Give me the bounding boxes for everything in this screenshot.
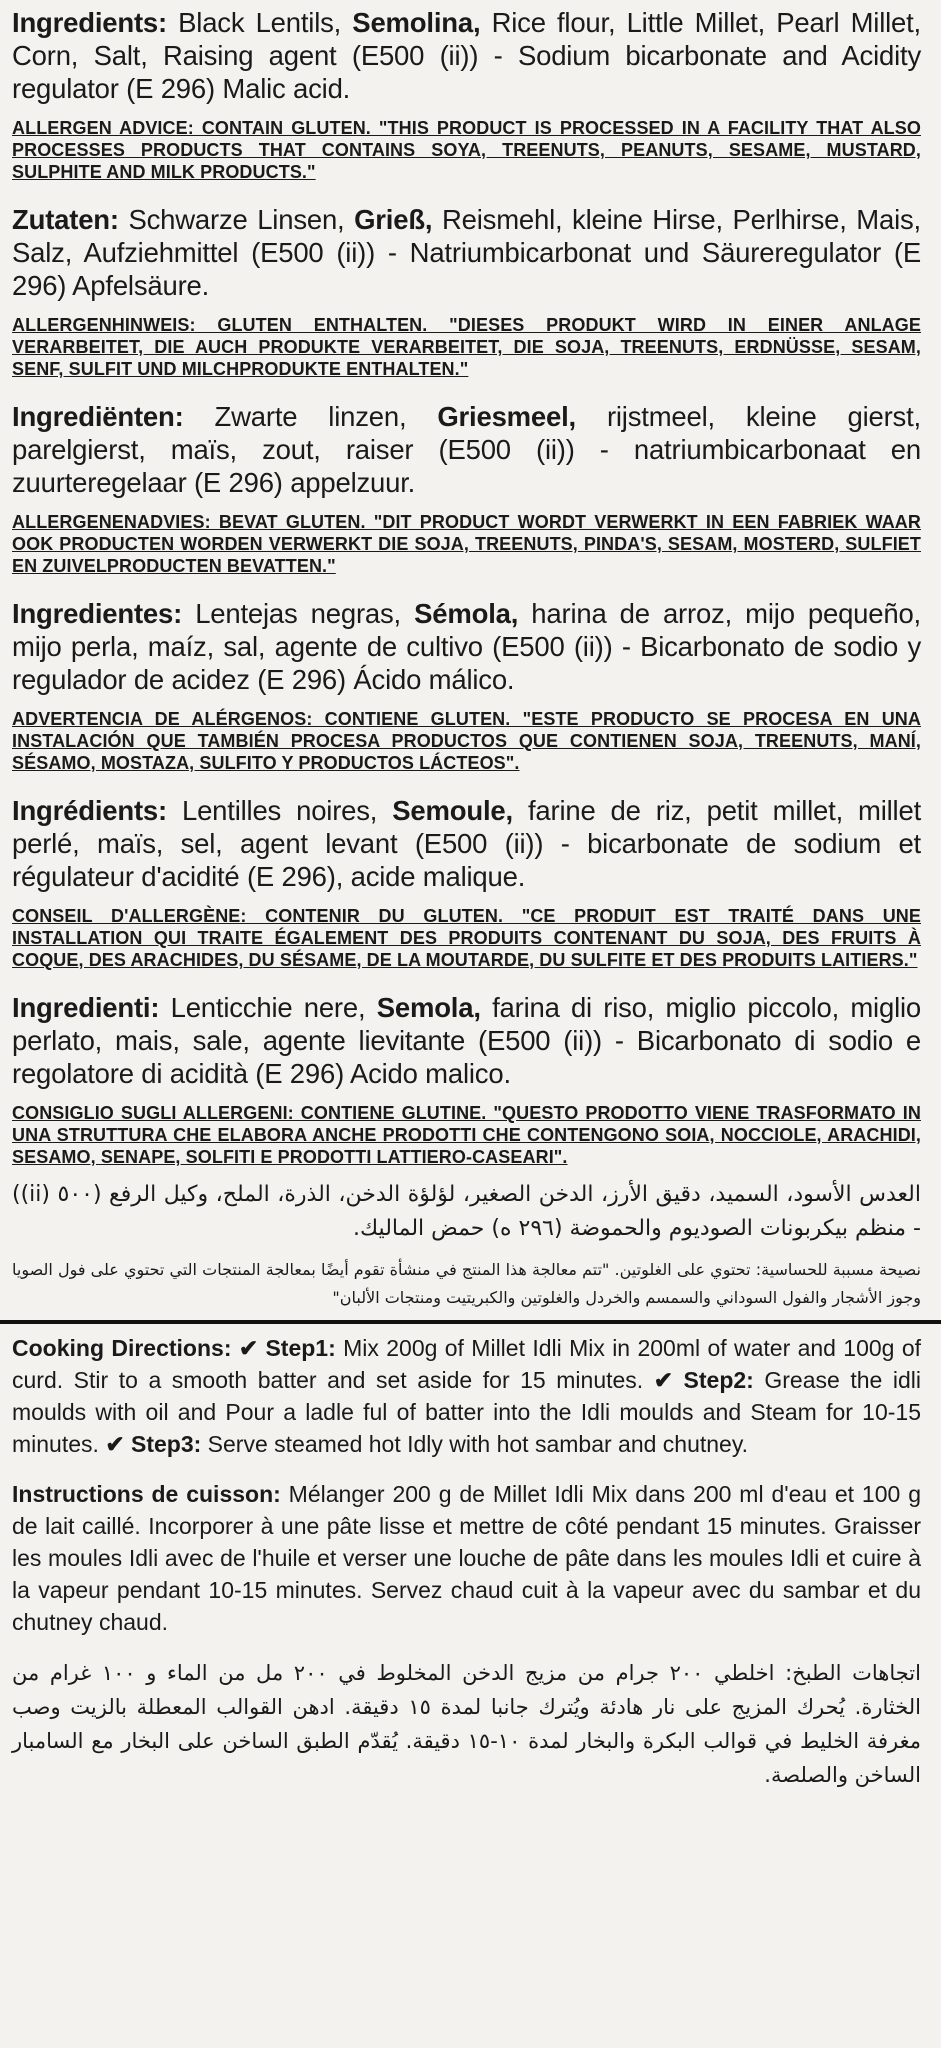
ingredients-rest: rijstmeel, kleine gierst, parelgierst, maïs, zout, raiser (E500 (ii)) - natriumbicarbonaat en zuurteregelaar (E 296) appelzuur. [12,401,921,498]
ingredients-label: Zutaten: [12,204,119,235]
allergen-german: ALLERGENHINWEIS: GLUTEN ENTHALTEN. "DIESES PRODUKT WIRD IN EINER ANLAGE VERARBEITET, DIE AUCH PRODUKTE VERARBEITET, DIE SOJA, TREENUTS, ERDNÜSSE, SESAM, SENF, SULFIT UND MILCHPRODUKTE ENTHALTEN." [12,315,921,379]
ingredients-arabic: العدس الأسود، السميد، دقيق الأرز، الدخن الصغير، لؤلؤة الدخن، الذرة، الملح، وكيل الرفع (٥٠٠ (ii)) - منظم بيكربونات الصوديوم والحموضة (٢٩٦ ه) حمض الماليك. [12,1182,921,1241]
directions-text-fr: Mélanger 200 g de Millet Idli Mix dans 200 ml d'eau et 100 g de lait caillé. Incorporer à une pâte lisse et mettre de côté pendant 15 minutes. Graisser les moules Idli avec de l'huile et verser une louche de pâte dans les moules Idli et cuire à la vapeur pendant 10-15 minutes. Servez chaud cuit à la vapeur avec du sambar et du chutney chaud. [12,1481,921,1635]
allergen-english: ALLERGEN ADVICE: CONTAIN GLUTEN. "THIS PRODUCT IS PROCESSED IN A FACILITY THAT ALSO PROCESSES PRODUCTS THAT CONTAINS SOYA, TREENUTS, PEANUTS, SESAME, MUSTARD, SULPHITE AND MILK PRODUCTS." [12,118,921,182]
section-divider [0,1320,941,1324]
directions-label-fr: Instructions de cuisson: [12,1481,281,1507]
allergen-french: CONSEIL D'ALLERGÈNE: CONTENIR DU GLUTEN. "CE PRODUIT EST TRAITÉ DANS UNE INSTALLATION QUI TRAITE ÉGALEMENT DES PRODUITS CONTENANT DU SOJA, DES FRUITS À COQUE, DES ARACHIDES, DU SÉSAME, DE LA MOUTARDE, DU SULFITE ET DES PRODUITS LAITIERS." [12,906,921,970]
directions-label: Cooking Directions: [12,1335,232,1361]
section-english [12,6,921,183]
ingredients-text: Black Lentils, [166,7,353,38]
ingredients-rest: farine de riz, petit millet, millet perlé, maïs, sel, agent levant (E500 (ii)) - bicarbonate de sodium et régulateur d'acidité (E 296), acide malique. [12,795,922,892]
ingredients-label: Ingredienti: [12,992,160,1023]
ingredients-rest: Reismehl, kleine Hirse, Perlhirse, Mais, Salz, Aufziehmittel (E500 (ii)) - Natriumbicarbonat und Säureregulator (E 296) Apfelsäure. [12,204,921,301]
ingredients-dutch [12,400,921,499]
ingredients-label: Ingrediënten: [12,401,184,432]
allergen-arabic: نصيحة مسببة للحساسية: تحتوي على الغلوتين. "تتم معالجة هذا المنتج في منشأة تقوم أيضًا بمعالجة المنتجات التي تحتوي على فول الصويا وجوز الأشجار والفول السوداني والسمسم والخردل والغلوتين والكبريتيت ومنتجات الألبان" [12,1260,921,1307]
ingredients-text: Lenticchie nere, [159,992,377,1023]
cooking-directions-english [12,1332,921,1460]
ingredients-rest: farina di riso, miglio piccolo, miglio perlato, mais, sale, agente lievitante (E500 (ii)) - Bicarbonato di sodio e regolatore di acidità (E 296) Acido malico. [12,992,921,1089]
ingredients-label: Ingredients: [12,7,167,38]
allergen-italian: CONSIGLIO SUGLI ALLERGENI: CONTIENE GLUTINE. "QUESTO PRODOTTO VIENE TRASFORMATO IN UNA STRUTTURA CHE ELABORA ANCHE PRODOTTI CHE CONTENGONO SOIA, NOCCIOLE, ARACHIDI, SESAMO, SENAPE, SOLFITI E PRODOTTI LATTIERO-CASEARI". [12,1103,921,1167]
ingredients-rest: Rice flour, Little Millet, Pearl Millet, Corn, Salt, Raising agent (E500 (ii)) - Sodium bicarbonate and Acidity regulator (E 296) Malic acid. [12,7,921,104]
ingredients-spanish [12,597,921,696]
cooking-directions-french [12,1478,921,1638]
ingredients-german [12,203,921,302]
ingredients-rest: harina de arroz, mijo pequeño, mijo perla, maíz, sal, agente de cultivo (E500 (ii)) - Bicarbonato de sodio y regulador de acidez (E 296) Ácido málico. [12,598,921,695]
ingredients-bold: Semolina, [352,7,481,38]
section-french [12,794,921,971]
step2-label: ✔ Step2: [653,1367,754,1393]
step3-label: ✔ Step3: [105,1431,202,1457]
ingredients-french [12,794,921,893]
ingredients-bold: Grieß, [354,204,433,235]
ingredients-italian [12,991,921,1090]
ingredients-label: Ingredientes: [12,598,183,629]
section-dutch [12,400,921,577]
ingredients-text: Zwarte linzen, [183,401,438,432]
section-arabic [12,1178,921,1312]
step3-text: Serve steamed hot Idly with hot sambar and chutney. [201,1431,749,1457]
ingredients-label: Ingrédients: [12,795,167,826]
ingredients-text: Lentejas negras, [182,598,415,629]
section-italian [12,991,921,1168]
cooking-directions-arabic: اتجاهات الطبخ: اخلطي ٢٠٠ جرام من مزيج الدخن المخلوط في ٢٠٠ مل من الماء و ١٠٠ غرام من الخثارة. يُحرك المزيج على نار هادئة ويُترك جانبا لمدة ١٥ دقيقة. ادهن القوالب المعطلة بالزيت وصب مغرفة الخليط في قوالب البكرة والبخار لمدة ١٠-١٥ دقيقة. يُقدّم الطبق الساخن على البخار مع السامبار الساخن والصلصة. [12,1661,922,1787]
ingredients-english [12,6,921,105]
section-german [12,203,921,380]
step2-text: Grease the idli moulds with oil and Pour a ladle ful of batter into the Idli moulds and Steam for 10-15 minutes. [12,1367,921,1457]
ingredients-text: Schwarze Linsen, [118,204,355,235]
allergen-spanish: ADVERTENCIA DE ALÉRGENOS: CONTIENE GLUTEN. "ESTE PRODUCTO SE PROCESA EN UNA INSTALACIÓN QUE TAMBIÉN PROCESA PRODUCTOS QUE CONTIENEN SOJA, TREENUTS, MANÍ, SÉSAMO, MOSTAZA, SULFITO Y PRODUCTOS LÁCTEOS". [12,709,921,773]
step1-text: Mix 200g of Millet Idli Mix in 200ml of water and 100g of curd. Stir to a smooth batter and set aside for 15 minutes. [12,1335,922,1393]
step1-label: ✔ Step1: [238,1335,336,1361]
ingredients-text: Lentilles noires, [166,795,393,826]
section-spanish [12,597,921,774]
ingredients-bold: Semoule, [392,795,513,826]
ingredients-bold: Semola, [376,992,481,1023]
allergen-dutch: ALLERGENENADVIES: BEVAT GLUTEN. "DIT PRODUCT WORDT VERWERKT IN EEN FABRIEK WAAR OOK PRODUCTEN WORDEN VERWERKT DIE SOJA, TREENUTS, PINDA'S, SESAM, MOSTERD, SULFIET EN ZUIVELPRODUCTEN BEVATTEN." [12,512,921,576]
ingredients-bold: Sémola, [414,598,519,629]
ingredients-bold: Griesmeel, [437,401,576,432]
